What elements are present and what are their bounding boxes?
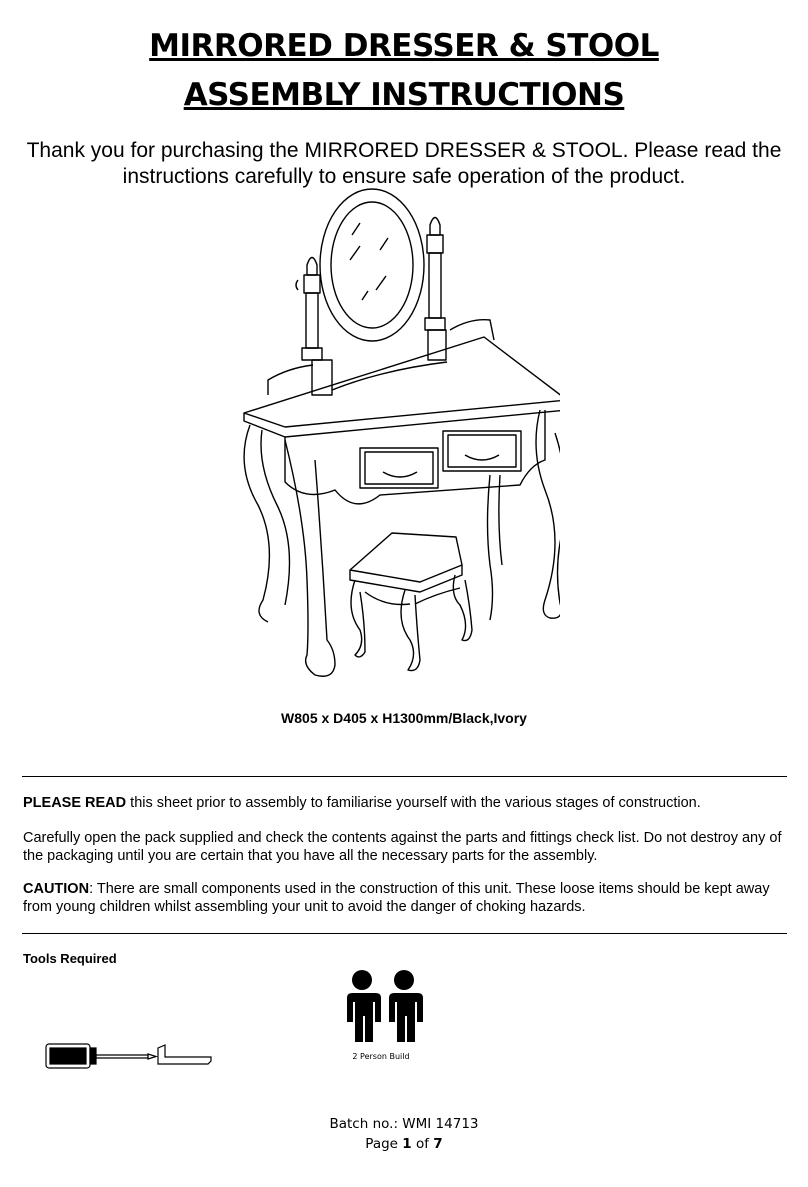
- page-number: [0, 1136, 808, 1152]
- please-read-bold: PLEASE READ: [23, 795, 127, 811]
- divider-top: [22, 776, 787, 777]
- screwdriver-icon: [46, 1044, 156, 1068]
- batch-number: Batch no.: WMI 14713: [329, 1116, 479, 1132]
- oval-mirror: [320, 189, 424, 341]
- page-total: 7: [433, 1136, 443, 1152]
- table-leg-front-left: [244, 425, 289, 622]
- tools-required-label: Tools Required: [23, 951, 117, 966]
- please-read-text: this sheet prior to assembly to familiarise yourself with the various stages of construction.: [126, 795, 701, 811]
- table-leg-back-left: [285, 440, 335, 676]
- two-person-build-icon: [344, 966, 428, 1050]
- table-top: [244, 337, 560, 427]
- mirror-right-post: [425, 218, 446, 361]
- table-leg-back-right: [488, 475, 503, 620]
- intro-text: Thank you for purchasing the MIRRORED DRESSER & STOOL. Please read the instructions carefully to ensure safe operation of the product.: [26, 139, 782, 188]
- page-prefix: Page: [365, 1136, 403, 1152]
- title-line-2: ASSEMBLY INSTRUCTIONS: [183, 77, 625, 113]
- title-line-1: MIRRORED DRESSER & STOOL: [149, 28, 659, 64]
- drawer-right: [443, 431, 521, 471]
- dimensions-text: W805 x D405 x H1300mm/Black,Ivory: [281, 710, 527, 726]
- two-person-build-caption: 2 Person Build: [352, 1052, 410, 1061]
- please-read-paragraph: [23, 794, 783, 812]
- stool: [350, 533, 472, 671]
- page-current: 1: [402, 1136, 412, 1152]
- caution-bold: CAUTION: [23, 881, 90, 897]
- drawer-left: [360, 448, 438, 488]
- page-sep: of: [411, 1136, 434, 1152]
- caution-text: : There are small components used in the construction of this unit. These loose items should be kept away from young children whilst assembling your unit to avoid the danger of choking hazards.: [23, 881, 770, 915]
- caution-paragraph: [23, 880, 783, 916]
- open-pack-paragraph: Carefully open the pack supplied and check the contents against the parts and fittings check list. Do not destroy any of the packaging until you are certain that you have all the necessary parts for the assembly.: [23, 830, 782, 864]
- mirror-left-post: [296, 258, 332, 396]
- tools-icons: [44, 1036, 214, 1076]
- table-leg-front-right: [536, 410, 560, 618]
- divider-bottom: [22, 933, 787, 934]
- allen-key-icon: [158, 1045, 211, 1064]
- dresser-stool-illustration: [230, 185, 560, 685]
